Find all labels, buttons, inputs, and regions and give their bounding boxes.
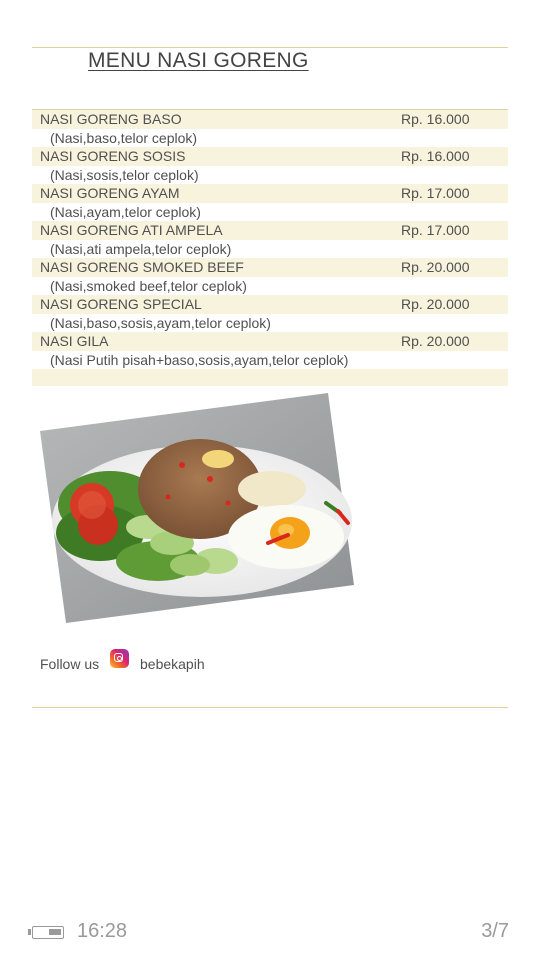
menu-item-row (32, 221, 508, 240)
menu-item-description-row (32, 240, 508, 258)
menu-item-price: Rp. 20.000 (401, 296, 470, 312)
menu-item-price: Rp. 20.000 (401, 259, 470, 275)
menu-item-name: NASI GORENG AYAM (40, 185, 180, 201)
battery-icon (32, 926, 64, 939)
status-bar (0, 915, 540, 951)
menu-item-row (32, 258, 508, 277)
menu-item-name: NASI GORENG BASO (40, 111, 182, 127)
menu-item-row (32, 110, 508, 129)
menu-item-description: (Nasi,baso,sosis,ayam,telor ceplok) (50, 315, 271, 331)
menu-item-row (32, 295, 508, 314)
menu-item-name: NASI GORENG ATI AMPELA (40, 222, 223, 238)
menu-item-description: (Nasi,baso,telor ceplok) (50, 130, 198, 146)
menu-item-description: (Nasi,sosis,telor ceplok) (50, 167, 199, 183)
menu-item-description-row (32, 166, 508, 184)
menu-item-price: Rp. 17.000 (401, 222, 470, 238)
menu-item-price: Rp. 16.000 (401, 111, 470, 127)
page-title: MENU NASI GORENG (88, 49, 309, 72)
menu-item-description-row (32, 314, 508, 332)
menu-item-name: NASI GORENG SOSIS (40, 148, 186, 164)
menu-item-description-row (32, 129, 508, 147)
bottom-divider (32, 707, 508, 708)
menu-item-description: (Nasi,ati ampela,telor ceplok) (50, 241, 232, 257)
menu-item-price: Rp. 16.000 (401, 148, 470, 164)
menu-item-description: (Nasi,smoked beef,telor ceplok) (50, 278, 247, 294)
menu-item-name: NASI GILA (40, 333, 109, 349)
clock-time: 16:28 (77, 920, 128, 942)
menu-item-description: (Nasi,ayam,telor ceplok) (50, 204, 201, 220)
menu-item-row (32, 332, 508, 351)
menu-item-description-row (32, 351, 508, 369)
menu-item-description-row (32, 203, 508, 221)
menu-item-row (32, 184, 508, 203)
menu-item-description: (Nasi Putih pisah+baso,sosis,ayam,telor ceplok) (50, 352, 349, 368)
instagram-icon[interactable] (110, 649, 129, 668)
follow-us-label: Follow us (40, 656, 100, 672)
menu-footer-band (32, 369, 508, 386)
menu-item-row (32, 147, 508, 166)
menu-list (32, 110, 508, 386)
page-indicator: 3/7 (481, 920, 509, 942)
menu-item-description-row (32, 277, 508, 295)
menu-item-name: NASI GORENG SMOKED BEEF (40, 259, 244, 275)
battery-level (49, 929, 61, 935)
instagram-handle[interactable]: bebekapih (140, 656, 205, 672)
menu-item-name: NASI GORENG SPECIAL (40, 296, 202, 312)
nasi-goreng-photo (40, 393, 354, 623)
menu-item-price: Rp. 17.000 (401, 185, 470, 201)
menu-item-price: Rp. 20.000 (401, 333, 470, 349)
top-divider (32, 47, 508, 48)
